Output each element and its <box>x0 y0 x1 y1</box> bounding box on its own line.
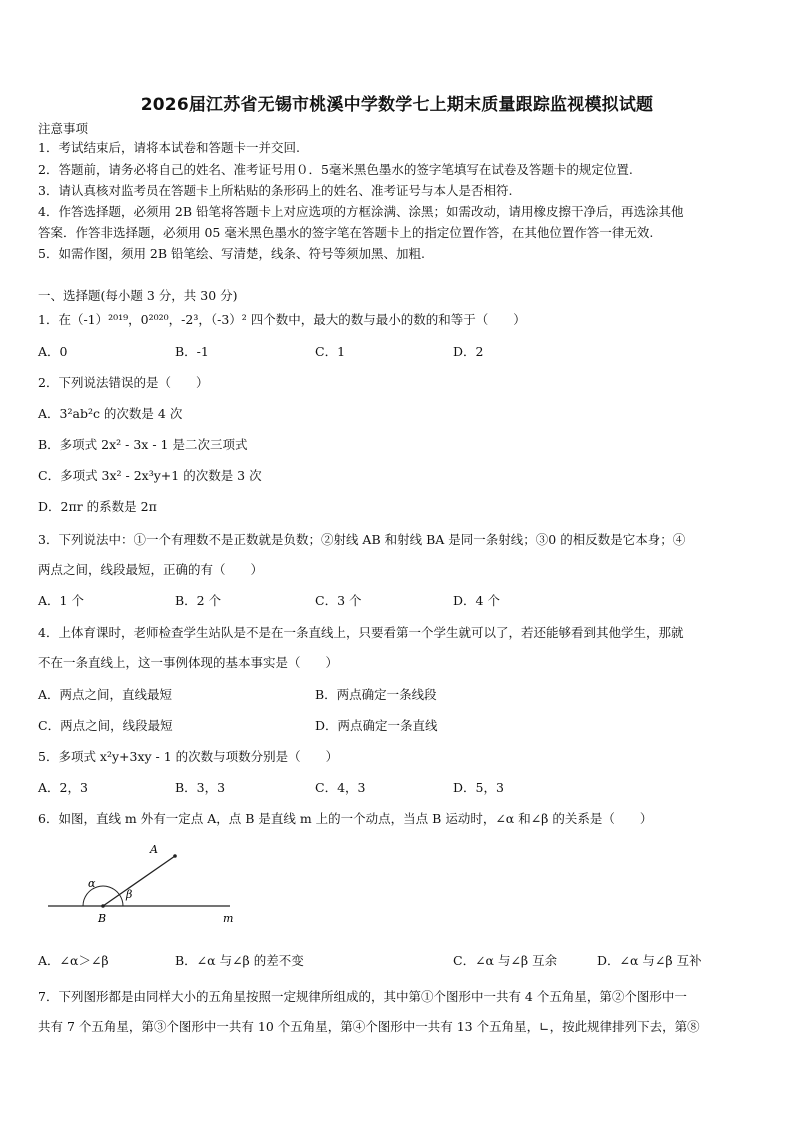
notice-item: 4．作答选择题，必须用 2B 铅笔将答题卡上对应选项的方框涂满、涂黑；如需改动，请用橡皮擦干净后，再选涂其他 <box>38 204 684 219</box>
question-2-stem: 2．下列说法错误的是（ ） <box>38 375 209 390</box>
q1-option-a: A．0 <box>38 344 68 359</box>
q2-option-a: A．3²ab²c 的次数是 4 次 <box>38 406 183 421</box>
q4-option-b: B．两点确定一条线段 <box>315 687 437 702</box>
q5-option-b: B．3，3 <box>175 780 226 795</box>
q2-option-d: D．2πr 的系数是 2π <box>38 499 157 514</box>
q3-option-a: A．1 个 <box>38 593 84 608</box>
label-m: m <box>223 912 234 925</box>
question-6-stem: 6．如图，直线 m 外有一定点 A，点 B 是直线 m 上的一个动点，当点 B 运动时，∠α 和∠β 的关系是（ ） <box>38 811 653 826</box>
q6-option-c: C．∠α 与∠β 互余 <box>453 953 558 968</box>
q4-option-a: A．两点之间，直线最短 <box>38 687 173 702</box>
label-beta: β <box>126 888 133 901</box>
segment-ab <box>103 856 175 906</box>
angle-figure <box>40 838 240 933</box>
q4-option-c: C．两点之间，线段最短 <box>38 718 173 733</box>
notice-item: 答案．作答非选择题，必须用 05 毫米黑色墨水的签字笔在答题卡上的指定位置作答，在其他位置作答一律无效. <box>38 225 654 240</box>
label-a: A <box>150 843 158 856</box>
q5-option-d: D．5，3 <box>453 780 504 795</box>
q3-option-d: D．4 个 <box>453 593 500 608</box>
question-3-stem: 3．下列说法中：①一个有理数不是正数就是负数；②射线 AB 和射线 BA 是同一条射线；③0 的相反数是它本身；④ <box>38 532 686 547</box>
point-a <box>173 854 177 858</box>
q1-option-d: D．2 <box>453 344 484 359</box>
q2-option-c: C．多项式 3x² - 2x³y+1 的次数是 3 次 <box>38 468 262 483</box>
notice-heading: 注意事项 <box>38 121 89 136</box>
q3-option-b: B．2 个 <box>175 593 222 608</box>
q1-option-b: B．-1 <box>175 344 209 359</box>
q6-option-a: A．∠α＞∠β <box>38 953 109 968</box>
q4-option-d: D．两点确定一条直线 <box>315 718 438 733</box>
notice-item: 1．考试结束后，请将本试卷和答题卡一并交回. <box>38 140 300 155</box>
q2-option-b: B．多项式 2x² - 3x - 1 是二次三项式 <box>38 437 248 452</box>
q5-option-c: C．4，3 <box>315 780 366 795</box>
question-7-stem-cont: 共有 7 个五角星，第③个图形中一共有 10 个五角星，第④个图形中一共有 13 个五角星，∟，按此规律排列下去，第⑧ <box>38 1019 700 1034</box>
question-4-stem: 4．上体育课时，老师检查学生站队是不是在一条直线上，只要看第一个学生就可以了，若还能够看到其他学生，那就 <box>38 625 684 640</box>
q6-option-d: D．∠α 与∠β 互补 <box>597 953 702 968</box>
question-4-stem-cont: 不在一条直线上，这一事例体现的基本事实是（ ） <box>38 655 339 670</box>
question-5-stem: 5．多项式 x²y+3xy - 1 的次数与项数分别是（ ） <box>38 749 339 764</box>
notice-item: 3．请认真核对监考员在答题卡上所粘贴的条形码上的姓名、准考证号与本人是否相符. <box>38 183 513 198</box>
point-b <box>101 904 105 908</box>
arc-beta <box>119 895 123 906</box>
q6-option-b: B．∠α 与∠β 的差不变 <box>175 953 304 968</box>
section-heading: 一、选择题(每小题 3 分，共 30 分) <box>38 288 238 303</box>
question-7-stem: 7．下列图形都是由同样大小的五角星按照一定规律所组成的，其中第①个图形中一共有 4 个五角星，第②个图形中一 <box>38 989 687 1004</box>
q3-option-c: C．3 个 <box>315 593 362 608</box>
notice-item: 2．答题前，请务必将自己的姓名、准考证号用０．5毫米黑色墨水的签字笔填写在试卷及答题卡的规定位置. <box>38 162 633 177</box>
notice-item: 5．如需作图，须用 2B 铅笔绘、写清楚，线条、符号等须加黑、加粗. <box>38 246 426 261</box>
label-b: B <box>98 912 107 925</box>
q1-option-c: C．1 <box>315 344 346 359</box>
page-title: 2026届江苏省无锡市桃溪中学数学七上期末质量跟踪监视模拟试题 <box>140 95 654 115</box>
label-alpha: α <box>88 877 96 890</box>
question-1-stem: 1．在（-1）²⁰¹⁹，0²⁰²⁰，-2³，（-3）² 四个数中，最大的数与最小的数的和等于（ ） <box>38 312 526 327</box>
question-3-stem-cont: 两点之间，线段最短，正确的有（ ） <box>38 562 264 577</box>
q5-option-a: A．2，3 <box>38 780 88 795</box>
